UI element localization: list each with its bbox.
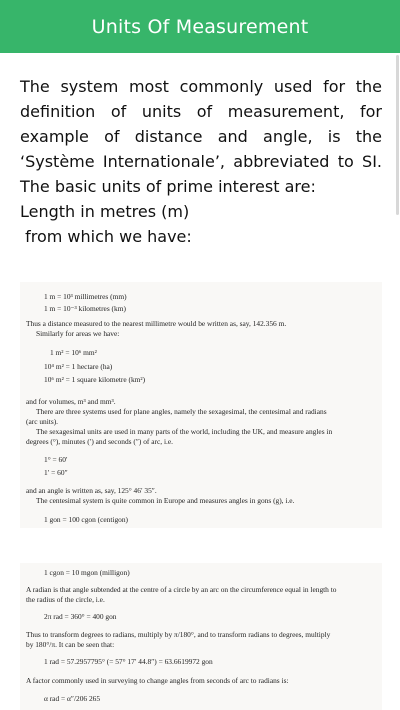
- intro-paragraph: The system most commonly used for the definition of units of measurement, for example of distance and angle, is the ‘Système Internationale’, abbreviated to SI. The basic units of prime interest are:: [20, 77, 382, 196]
- image-1-line: and for volumes, m³ and mm³.: [26, 397, 116, 406]
- image-2-line: by 180°/π. It can be seen that:: [26, 640, 115, 649]
- image-1-line: The centesimal system is quite common in Europe and measures angles in gons (g), i.e.: [36, 496, 295, 505]
- image-2-line: 2π rad = 360° = 400 gon: [44, 612, 117, 621]
- image-1-line: 1° = 60′: [44, 455, 68, 464]
- scrollbar[interactable]: [396, 55, 399, 215]
- image-1-line: There are three systems used for plane angles, namely the sexagesimal, the centesimal and radians: [36, 407, 327, 416]
- intro-text: [20, 74, 382, 249]
- image-1-line: Similarly for areas we have:: [36, 329, 120, 338]
- image-2-line: 1 cgon = 10 mgon (milligon): [44, 568, 130, 577]
- image-1-line: The sexagesimal units are used in many parts of the world, including the UK, and measure angles in: [36, 427, 333, 436]
- image-2-line: 1 rad = 57.2957795° (= 57° 17′ 44.8″) = 63.6619972 gon: [44, 657, 213, 666]
- image-1-line: and an angle is written as, say, 125° 46′ 35″.: [26, 486, 157, 495]
- image-2-line: A radian is that angle subtended at the centre of a circle by an arc on the circumference equal in length to: [26, 585, 337, 594]
- image-1-line: 1 m = 10⁻³ kilometres (km): [44, 304, 126, 313]
- image-1-line: degrees (°), minutes (′) and seconds (″) of arc, i.e.: [26, 437, 173, 446]
- from-which-line: from which we have:: [20, 227, 192, 246]
- textbook-image-2: [20, 563, 382, 710]
- length-unit-line: Length in metres (m): [20, 202, 190, 221]
- image-1-line: 1′ = 60″: [44, 468, 68, 477]
- page-title: Units Of Measurement: [91, 15, 309, 38]
- image-1-line: 10⁴ m² = 1 hectare (ha): [44, 362, 113, 371]
- image-1-line: 1 m = 10³ millimetres (mm): [44, 292, 127, 301]
- image-2-line: A factor commonly used in surveying to change angles from seconds of arc to radians is:: [26, 676, 289, 685]
- image-1-line: 10⁶ m² = 1 square kilometre (km²): [44, 375, 146, 384]
- textbook-image-1: [20, 282, 382, 528]
- image-2-line: Thus to transform degrees to radians, multiply by π/180°, and to transform radians to degrees, multiply: [26, 630, 331, 639]
- image-1-line: Thus a distance measured to the nearest millimetre would be written as, say, 142.356 m.: [26, 319, 287, 328]
- image-2-line: α rad = α″/206 265: [44, 694, 101, 703]
- image-1-line: 1 m² = 10⁶ mm²: [50, 348, 97, 357]
- app-header: [0, 0, 400, 53]
- image-1-line: 1 gon = 100 cgon (centigon): [44, 515, 129, 524]
- image-1-line: (arc units).: [26, 417, 59, 426]
- image-2-line: the radius of the circle, i.e.: [26, 595, 105, 604]
